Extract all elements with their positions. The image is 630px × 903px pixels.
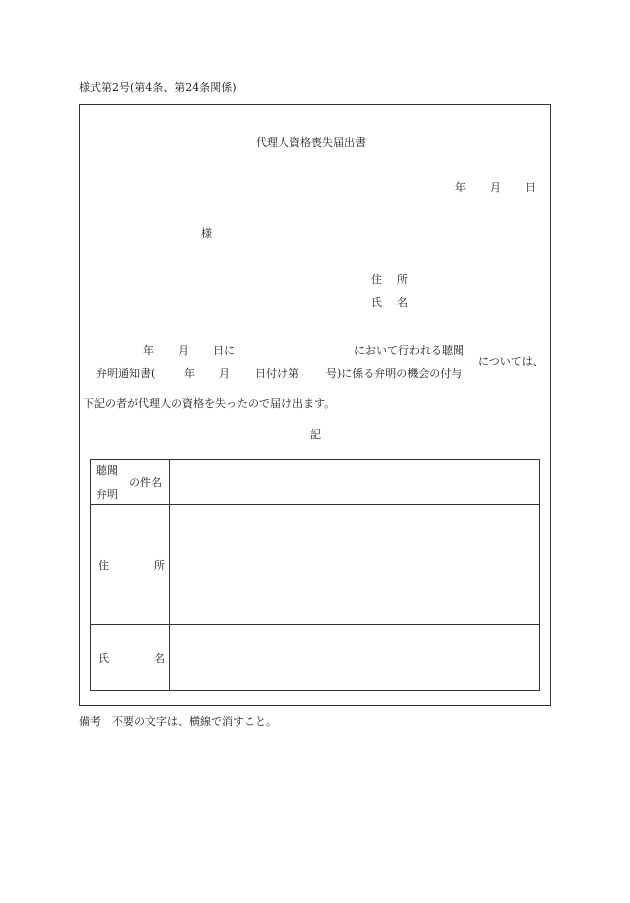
submitter-name-label-2: 名: [397, 296, 408, 309]
row1-label-suffix: の件名: [129, 476, 162, 489]
ki-heading: 記: [310, 428, 321, 441]
submitter-address-label-2: 所: [397, 273, 408, 286]
date-year-label: 年: [455, 181, 466, 194]
row3-label-2: 名: [154, 652, 165, 665]
subject-value-cell[interactable]: [170, 460, 539, 504]
body-line2-relation: 号)に係る弁明の機会の付与: [326, 367, 463, 380]
form-title: 代理人資格喪失届出書: [256, 136, 366, 149]
submitter-address-label-1: 住: [371, 273, 382, 286]
date-month-label: 月: [490, 181, 501, 194]
remarks-note: 備考 不要の文字は、横線で消すこと。: [79, 715, 277, 728]
body-regarding: については、: [478, 355, 544, 368]
submitter-name-label-1: 氏: [371, 296, 382, 309]
row3-label-1: 氏: [98, 652, 109, 665]
form-number: 様式第2号(第4条、第24条関係): [79, 81, 237, 94]
addressee-suffix: 様: [201, 227, 212, 240]
body-line2-notice: 弁明通知書(: [96, 367, 156, 380]
body-line2-year: 年: [184, 367, 195, 380]
body-line1-held-at: において行われる聴聞: [354, 344, 464, 357]
body-line3: 下記の者が代理人の資格を失ったので届け出ます。: [83, 397, 336, 410]
body-line1-year: 年: [143, 344, 154, 357]
address-value-cell[interactable]: [170, 505, 539, 624]
detail-table: [90, 459, 540, 691]
body-line2-dated-no: 日付け第: [255, 367, 299, 380]
body-line1-day: 日に: [213, 344, 235, 357]
body-line2-month: 月: [219, 367, 230, 380]
body-line1-month: 月: [178, 344, 189, 357]
row2-label-1: 住: [98, 559, 109, 572]
row1-label-top: 聴聞: [96, 464, 118, 477]
date-day-label: 日: [525, 181, 536, 194]
row1-label-bottom: 弁明: [96, 488, 118, 501]
row2-label-2: 所: [154, 559, 165, 572]
name-value-cell[interactable]: [170, 625, 539, 690]
